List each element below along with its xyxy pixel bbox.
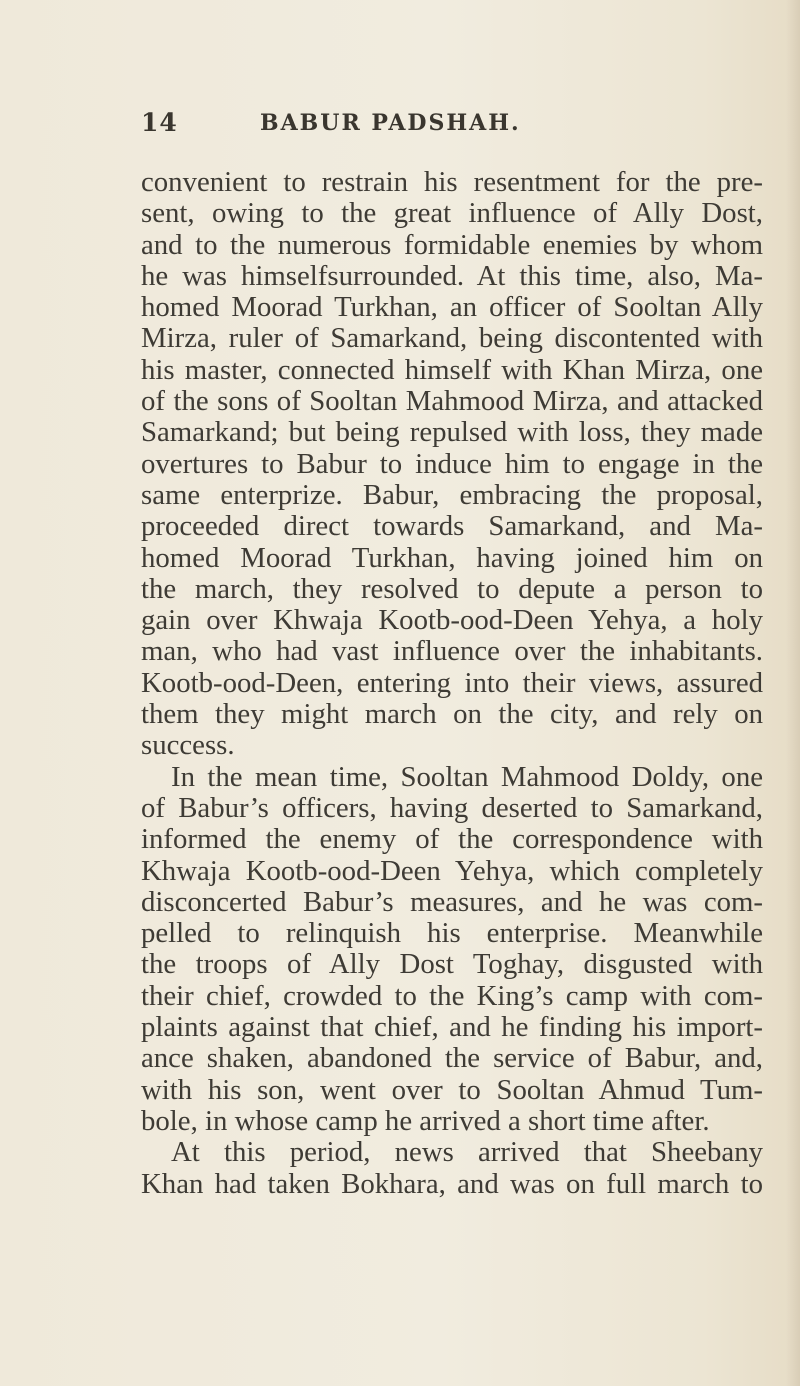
text-line: of Babur’s officers, having deserted to Samarkand, xyxy=(141,791,763,824)
page-edge-shadow xyxy=(786,0,800,1386)
text-line: homed Moorad Turkhan, an officer of Sooltan Ally xyxy=(141,291,763,324)
text-line: sent, owing to the great influence of Ally Dost, xyxy=(141,197,763,230)
text-line-paragraph-start: In the mean time, Sooltan Mahmood Doldy, one xyxy=(171,760,763,793)
text-line: Kootb-ood-Deen, entering into their views, assured xyxy=(141,666,763,699)
text-line-paragraph-end: success. xyxy=(141,729,235,762)
text-line: disconcerted Babur’s measures, and he was com- xyxy=(141,885,763,918)
text-line: with his son, went over to Sooltan Ahmud Tum- xyxy=(141,1073,763,1106)
text-line: pelled to relinquish his enterprise. Meanwhile xyxy=(141,917,763,950)
text-line-paragraph-start: At this period, news arrived that Sheebany xyxy=(171,1136,763,1169)
text-line-paragraph-end: bole, in whose camp he arrived a short time after. xyxy=(141,1104,710,1137)
running-head: BABUR PADSHAH. xyxy=(260,110,521,136)
text-line: convenient to restrain his resentment for the pre- xyxy=(141,166,763,198)
text-line: proceeded direct towards Samarkand, and Ma- xyxy=(141,510,763,543)
text-line: the march, they resolved to depute a person to xyxy=(141,572,763,605)
text-line: the troops of Ally Dost Toghay, disgusted with xyxy=(141,948,763,981)
text-line: informed the enemy of the correspondence with xyxy=(141,823,763,856)
body-text xyxy=(141,167,763,1200)
text-line: Khwaja Kootb-ood-Deen Yehya, which completely xyxy=(141,854,763,887)
text-line: of the sons of Sooltan Mahmood Mirza, and attacked xyxy=(141,385,763,418)
text-line: homed Moorad Turkhan, having joined him on xyxy=(141,541,763,574)
page-number: 14 xyxy=(141,108,178,137)
text-line: gain over Khwaja Kootb-ood-Deen Yehya, a holy xyxy=(141,604,763,637)
page-header xyxy=(141,108,761,148)
text-line: his master, connected himself with Khan Mirza, one xyxy=(141,353,763,386)
text-line: and to the numerous formidable enemies by whom xyxy=(141,228,763,261)
text-line: them they might march on the city, and rely on xyxy=(141,698,763,731)
text-line: he was himselfsurrounded. At this time, also, Ma- xyxy=(141,259,763,292)
text-line: Mirza, ruler of Samarkand, being discontented with xyxy=(141,322,763,355)
text-line: Samarkand; but being repulsed with loss, they made xyxy=(141,416,763,449)
text-line: ance shaken, abandoned the service of Babur, and, xyxy=(141,1042,763,1075)
text-line: plaints against that chief, and he finding his import- xyxy=(141,1011,763,1044)
text-line: same enterprize. Babur, embracing the proposal, xyxy=(141,478,763,511)
text-line: man, who had vast influence over the inhabitants. xyxy=(141,635,763,668)
text-line: overtures to Babur to induce him to engage in the xyxy=(141,447,763,480)
text-line: their chief, crowded to the King’s camp with com- xyxy=(141,979,763,1012)
text-line: Khan had taken Bokhara, and was on full march to xyxy=(141,1167,763,1200)
